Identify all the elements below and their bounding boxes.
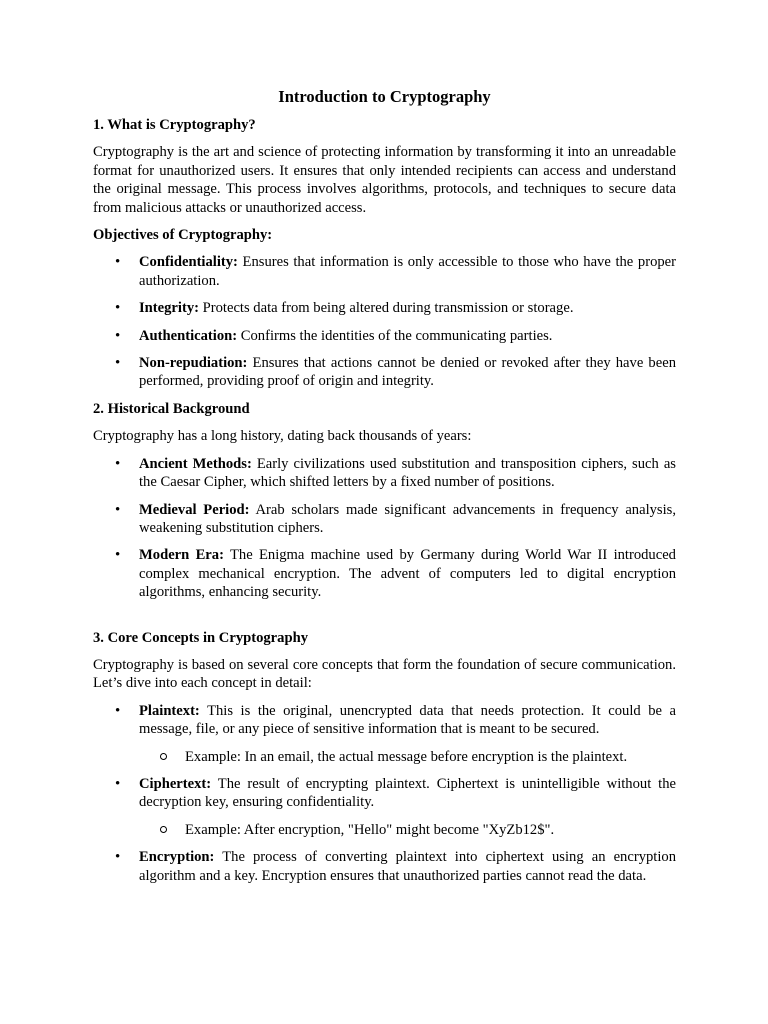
objectives-heading: Objectives of Cryptography: <box>93 227 273 244</box>
list-item <box>93 501 676 538</box>
bullet-icon: • <box>115 455 121 472</box>
list-item-text: Ensures that information is only accessible to those who have the proper authorization. <box>139 254 676 289</box>
list-item <box>93 299 676 317</box>
list-item <box>93 702 676 766</box>
document-page <box>93 86 676 894</box>
section-paragraph-definition: Cryptography is the art and science of protecting information by transforming it into an unreadable format for unauthorized users. It ensures that only intended recipients can access and understand the original message. This process involves algorithms, protocols, and techniques to secure data from malicious attacks or unauthorized access. <box>93 144 676 216</box>
circle-bullet-icon <box>160 826 167 833</box>
section-heading-what-is-cryptography: 1. What is Cryptography? <box>93 117 256 133</box>
list-item-term: Non-repudiation: <box>139 355 248 372</box>
history-list <box>93 455 676 602</box>
example-text: Example: In an email, the actual message before encryption is the plaintext. <box>185 748 628 765</box>
list-item <box>93 354 676 391</box>
section-heading-core-concepts: 3. Core Concepts in Cryptography <box>93 629 308 646</box>
list-item-text: Protects data from being altered during transmission or storage. <box>198 300 574 317</box>
bullet-icon: • <box>115 702 121 719</box>
bullet-icon: • <box>115 254 121 271</box>
bullet-icon: • <box>115 501 121 518</box>
list-item-term: Medieval Period: <box>139 501 250 518</box>
list-item <box>93 327 676 345</box>
list-item-term: Integrity: <box>139 300 199 317</box>
list-item <box>93 546 676 601</box>
list-item-term: Confidentiality: <box>139 254 238 271</box>
circle-bullet-icon <box>160 753 167 760</box>
sub-list-item <box>139 821 676 839</box>
sub-list <box>139 748 676 766</box>
list-item <box>93 455 676 492</box>
section-heading-historical-background: 2. Historical Background <box>93 400 250 417</box>
bullet-icon: • <box>115 547 121 564</box>
core-concepts-list <box>93 702 676 885</box>
list-item <box>93 253 676 290</box>
list-item-text: The process of converting plaintext into ciphertext using an encryption algorithm and a key. Encryption ensures that unauthorized parties cannot read the data. <box>139 849 676 884</box>
list-item <box>93 848 676 885</box>
list-item <box>93 775 676 839</box>
section-paragraph-core-intro: Cryptography is based on several core concepts that form the foundation of secure communication. Let’s dive into each concept in detail: <box>93 656 676 692</box>
list-item-text: The Enigma machine used by Germany during World War II introduced complex mechanical encryption. The advent of computers led to digital encryption algorithms, enhancing security. <box>139 547 676 601</box>
example-text: Example: After encryption, "Hello" might become "XyZb12$". <box>185 821 555 838</box>
bullet-icon: • <box>115 355 121 372</box>
objectives-list <box>93 253 676 390</box>
list-item-text: Early civilizations used substitution and transposition ciphers, such as the Caesar Cipher, which shifted letters by a fixed number of positions. <box>139 455 676 491</box>
section-spacer <box>93 611 676 629</box>
list-item-text: Ensures that actions cannot be denied or revoked after they have been performed, providing proof of origin and integrity. <box>139 355 676 390</box>
list-item-text: Arab scholars made significant advancements in frequency analysis, weakening substitution ciphers. <box>139 501 676 536</box>
list-item-text: Confirms the identities of the communicating parties. <box>237 327 553 344</box>
sub-list <box>139 821 676 839</box>
document-title: Introduction to Cryptography <box>278 87 491 106</box>
bullet-icon: • <box>115 300 121 317</box>
list-item-term: Ciphertext: <box>139 775 212 792</box>
bullet-icon: • <box>115 849 121 866</box>
list-item-term: Plaintext: <box>139 702 200 719</box>
sub-list-item <box>139 748 676 766</box>
section-paragraph-history-intro: Cryptography has a long history, dating back thousands of years: <box>93 428 472 445</box>
list-item-term: Authentication: <box>139 327 238 344</box>
bullet-icon: • <box>115 327 121 344</box>
bullet-icon: • <box>115 775 121 792</box>
list-item-text: The result of encrypting plaintext. Ciphertext is unintelligible without the decryption key, ensuring confidentiality. <box>139 775 676 811</box>
list-item-text: This is the original, unencrypted data that needs protection. It could be a message, file, or any piece of sensitive information that is meant to be secured. <box>139 702 676 738</box>
list-item-term: Ancient Methods: <box>139 455 252 472</box>
list-item-term: Modern Era: <box>139 547 224 564</box>
list-item-term: Encryption: <box>139 849 215 866</box>
